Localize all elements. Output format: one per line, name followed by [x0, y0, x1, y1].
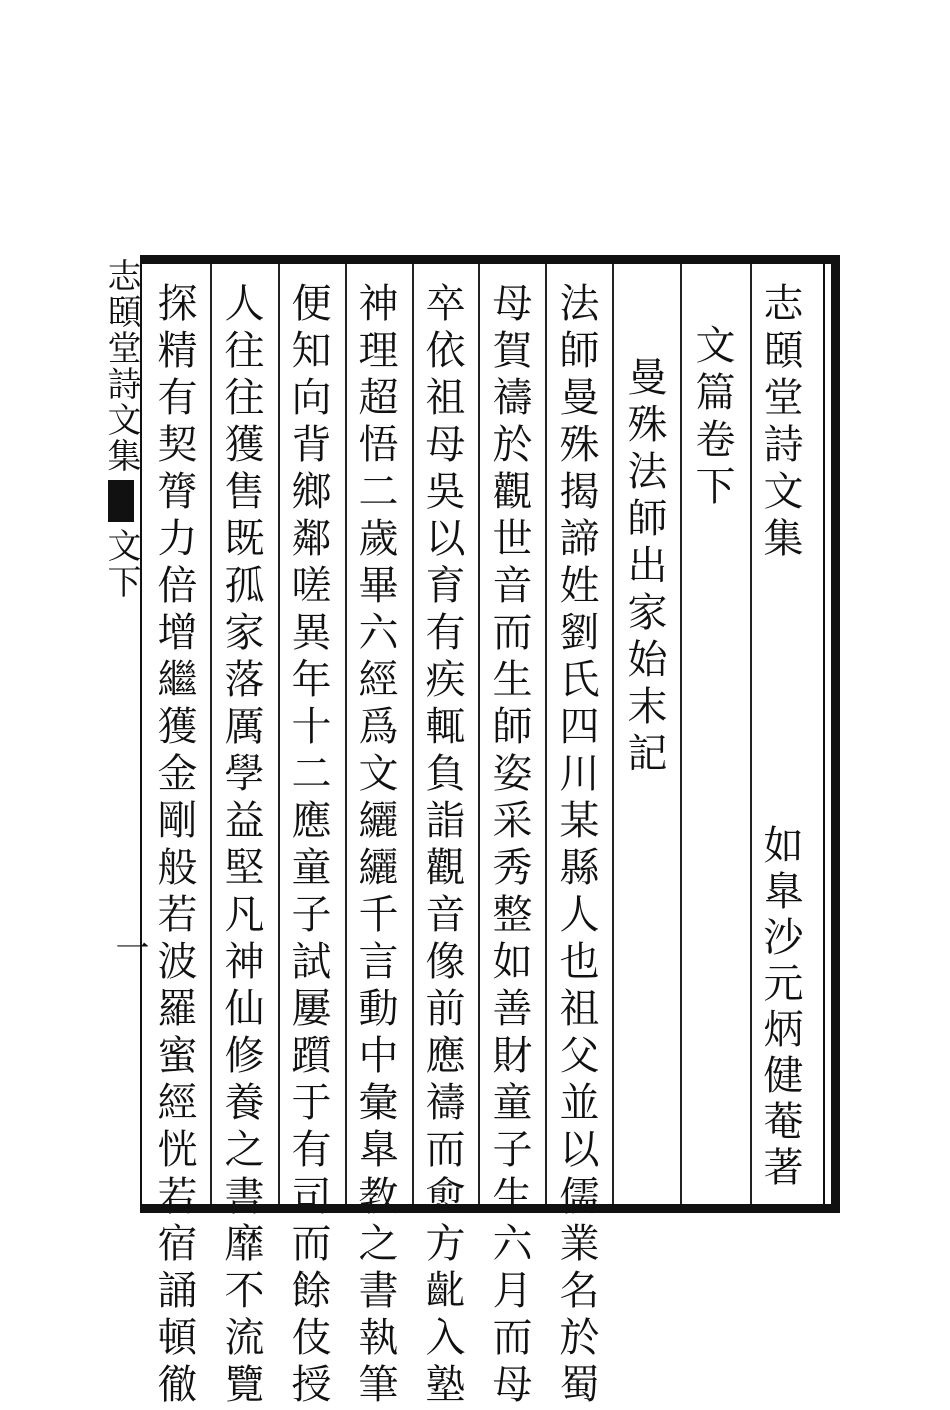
column-rule [680, 264, 682, 1204]
column-rule [345, 264, 347, 1204]
body-line: 卒依祖母吳以育有疾輒負詣觀音像前應禱而愈方齔入塾 [419, 282, 465, 1410]
body-line: 母賀禱於觀世音而生師姿采秀整如善財童子生六月而母 [486, 282, 532, 1410]
book-title: 志頣堂詩文集 [757, 282, 803, 564]
column-rule [612, 264, 614, 1204]
gutter-title: 志頣堂詩文集 [101, 258, 141, 474]
fish-tail-mark [108, 480, 134, 522]
body-line: 法師曼殊揭諦姓劉氏四川某縣人也祖父並以儒業名於蜀 [553, 282, 599, 1410]
column-rule [545, 264, 547, 1204]
essay-title: 曼殊法師出家始末記 [621, 356, 667, 779]
column-rule [478, 264, 480, 1204]
body-line: 人往往獲售既孤家落厲學益堅凡神仙修養之書靡不流覽 [218, 282, 264, 1410]
frame-inner-right-rule [823, 264, 825, 1204]
author-line: 如臯沙元炳健菴著 [757, 824, 803, 1192]
gutter-page-number: 一 [109, 930, 149, 964]
body-line: 神理超悟二歲畢六經爲文纚纚千言動中彙臯教之書執筆 [352, 282, 398, 1410]
section-heading: 文篇卷下 [689, 324, 735, 512]
gutter-section: 文下 [101, 528, 141, 600]
column-rule [750, 264, 752, 1204]
column-rule [278, 264, 280, 1204]
column-rule [210, 264, 212, 1204]
column-rule [412, 264, 414, 1204]
page-frame [140, 255, 840, 1410]
body-line: 便知向背鄉鄰嗟異年十二應童子試屢躓于有司而餘伎授 [285, 282, 331, 1410]
body-line: 探精有契膂力倍增繼獲金剛般若波羅蜜經恍若宿誦頓徹 [151, 282, 197, 1410]
gutter-label [101, 258, 141, 600]
